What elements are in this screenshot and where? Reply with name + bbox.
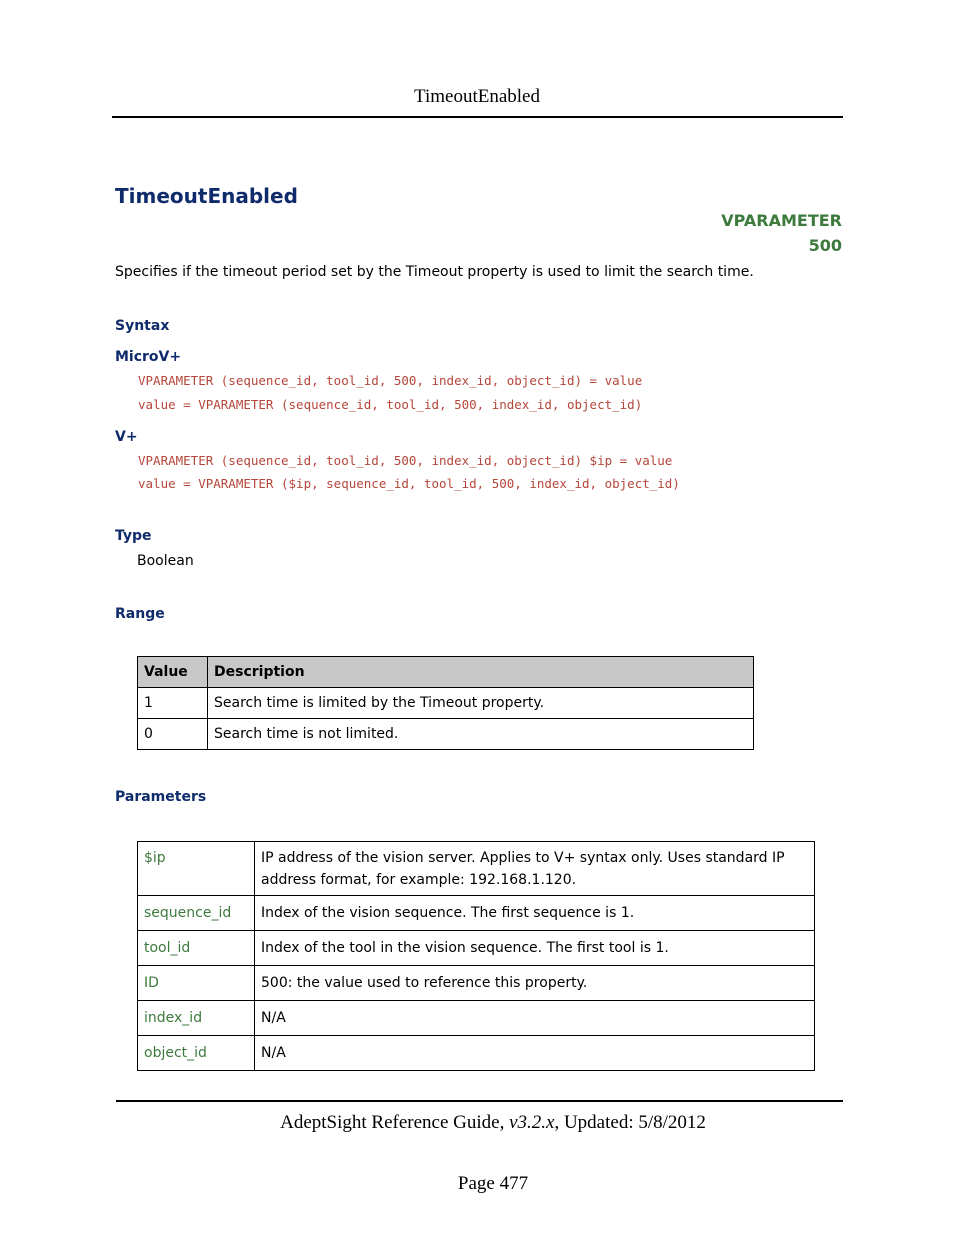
footer-text	[0, 1112, 954, 1134]
page-number: Page 477	[457, 1173, 529, 1194]
parameter-description: Index of the vision sequence. The first sequence is 1.	[255, 896, 815, 931]
table-header-row	[138, 657, 754, 688]
vplus-heading: V+	[115, 429, 138, 445]
parameter-name-link[interactable]: $ip	[138, 842, 255, 896]
vparameter-label: VPARAMETER	[721, 211, 842, 230]
footer-version: , v3.2.x	[499, 1112, 555, 1133]
table-row	[138, 1036, 815, 1071]
code-line: VPARAMETER (sequence_id, tool_id, 500, index_id, object_id) $ip = value	[138, 453, 673, 468]
vparameter-number: 500	[808, 236, 842, 255]
code-line: VPARAMETER (sequence_id, tool_id, 500, index_id, object_id) = value	[138, 373, 643, 388]
parameters-table	[137, 841, 815, 1071]
table-row	[138, 719, 754, 750]
parameter-name-link[interactable]: index_id	[138, 1001, 255, 1036]
code-line: value = VPARAMETER (sequence_id, tool_id, 500, index_id, object_id)	[138, 397, 643, 412]
microv-heading: MicroV+	[115, 349, 182, 365]
parameter-name-link[interactable]: object_id	[138, 1036, 255, 1071]
parameter-description: 500: the value used to reference this property.	[255, 966, 815, 1001]
page-title: TimeoutEnabled	[115, 184, 298, 208]
range-value-cell: 1	[138, 688, 208, 719]
type-value: Boolean	[137, 553, 194, 569]
range-description-cell: Search time is not limited.	[208, 719, 754, 750]
vparameter-block	[721, 208, 842, 258]
code-line: value = VPARAMETER ($ip, sequence_id, tool_id, 500, index_id, object_id)	[138, 476, 680, 491]
header-divider	[112, 116, 843, 118]
parameter-name-link[interactable]: sequence_id	[138, 896, 255, 931]
parameter-description: N/A	[255, 1036, 815, 1071]
parameter-description: N/A	[255, 1001, 815, 1036]
parameter-description: IP address of the vision server. Applies to V+ syntax only. Uses standard IP address format, for example: 192.168.1.120.	[255, 842, 815, 896]
footer-guide-name: AdeptSight Reference Guide	[280, 1112, 500, 1133]
type-heading: Type	[115, 528, 152, 544]
description: Specifies if the timeout period set by the Timeout property is used to limit the search time.	[115, 264, 754, 280]
footer-updated: , Updated: 5/8/2012	[554, 1112, 706, 1133]
parameter-description: Index of the tool in the vision sequence. The first tool is 1.	[255, 931, 815, 966]
parameter-name-link[interactable]: tool_id	[138, 931, 255, 966]
range-value-cell: 0	[138, 719, 208, 750]
table-row	[138, 896, 815, 931]
parameters-heading: Parameters	[115, 789, 207, 805]
syntax-heading: Syntax	[115, 318, 170, 334]
table-row	[138, 966, 815, 1001]
table-row	[138, 688, 754, 719]
column-header-value: Value	[138, 657, 208, 688]
column-header-description: Description	[208, 657, 754, 688]
table-row	[138, 842, 815, 896]
range-heading: Range	[115, 606, 165, 622]
range-table	[137, 656, 754, 750]
footer-divider	[116, 1100, 843, 1102]
table-row	[138, 931, 815, 966]
table-row	[138, 1001, 815, 1036]
running-header: TimeoutEnabled	[414, 86, 540, 107]
parameter-name-link[interactable]: ID	[138, 966, 255, 1001]
range-description-cell: Search time is limited by the Timeout property.	[208, 688, 754, 719]
